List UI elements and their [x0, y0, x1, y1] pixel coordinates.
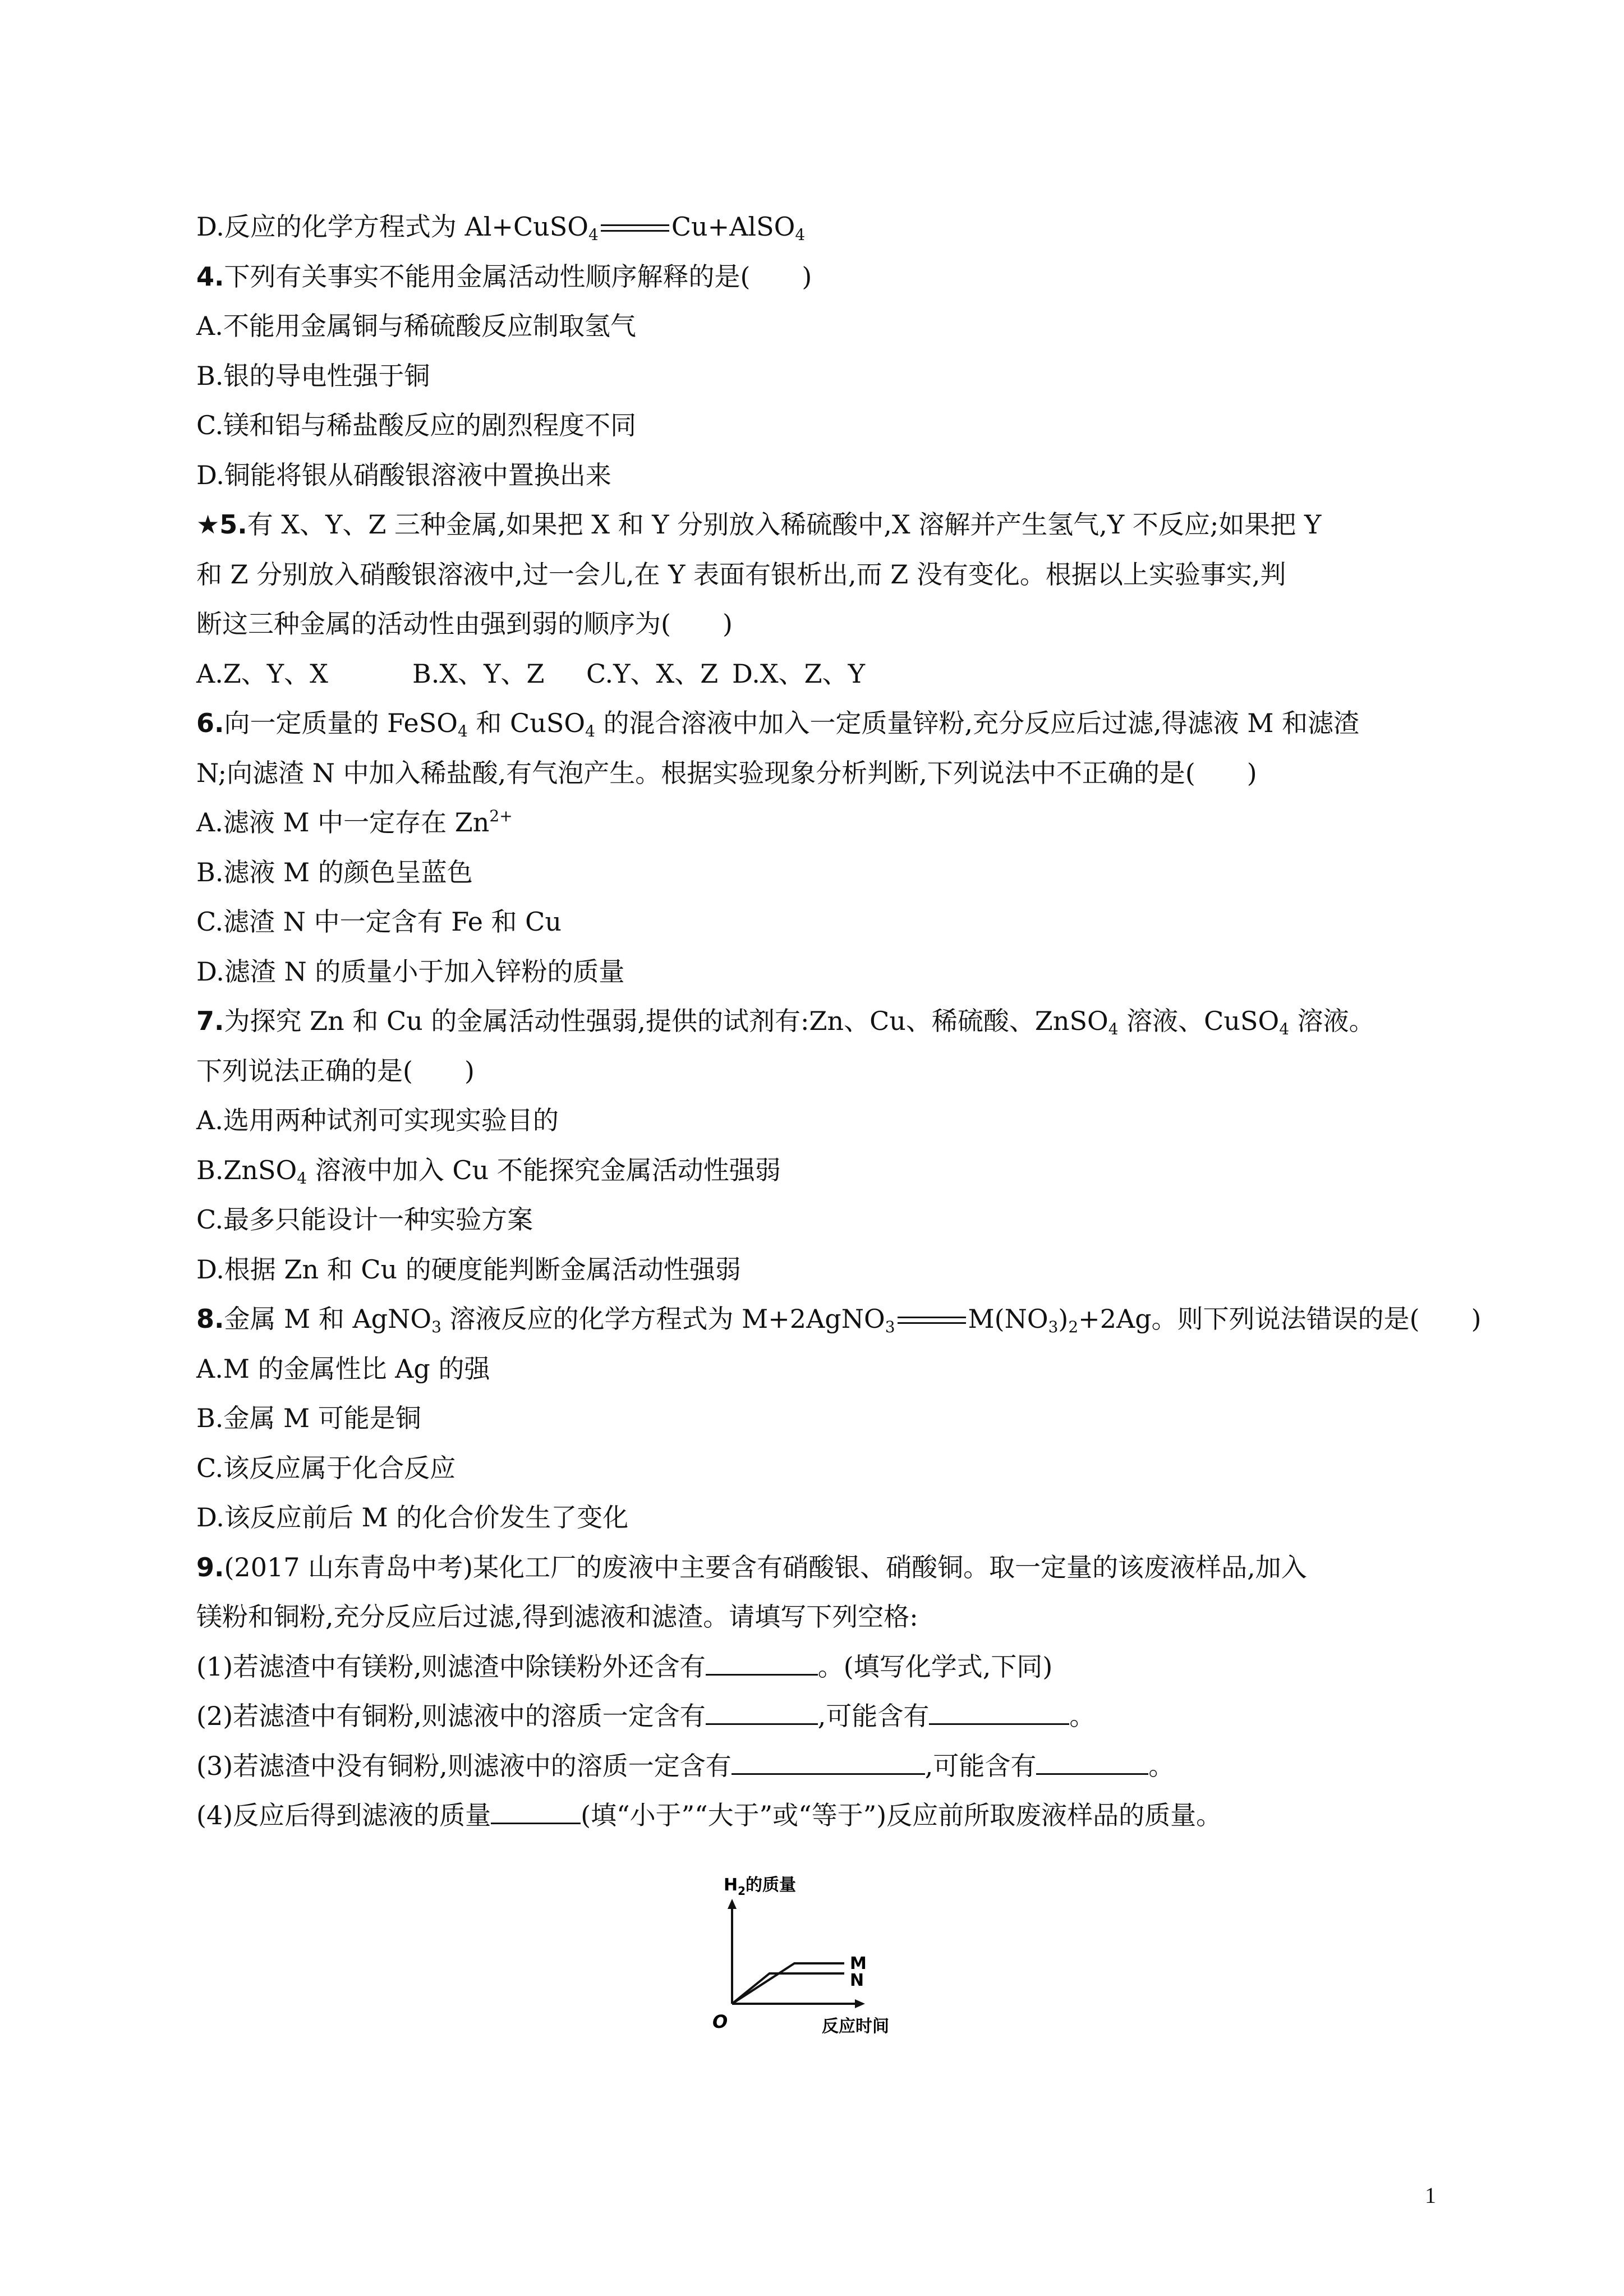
question-number: 8.	[196, 1304, 224, 1334]
x-axis-arrow	[855, 1999, 865, 2008]
document-body	[196, 202, 1482, 1841]
series-layer	[732, 1963, 844, 2004]
y-axis-arrow	[728, 1899, 737, 1909]
series-label-m: M	[850, 1954, 867, 1973]
q8-option-a: A.M 的金属性比 Ag 的强	[196, 1353, 490, 1384]
q8-option-c: C.该反应属于化合反应	[196, 1452, 456, 1483]
q6-option-a: A.滤液 M 中一定存在 $Zn^{2+}$	[196, 807, 513, 838]
q7-stem-line-1: 7.为探究 Zn 和 Cu 的金属活动性强弱,提供的试剂有:Zn、Cu、稀硫酸、ZnSO$_4$ 溶液、CuSO$_4$ 溶液。	[196, 1006, 1375, 1038]
hydrogen-mass-graph	[712, 1874, 937, 2036]
answer-blank[interactable]	[1036, 1749, 1148, 1775]
series-line-m	[732, 1963, 844, 2004]
q9-part-4: (4)反应后得到滤液的质量 (填“小于”“大于”或“等于”)反应前所取废液样品的质量。	[196, 1791, 1442, 1841]
q5-options	[196, 649, 1442, 699]
q9-stem-line-1: 9.(2017 山东青岛中考)某化工厂的废液中主要含有硝酸银、硝酸铜。取一定量的该废液样品,加入	[196, 1552, 1307, 1582]
q5-stem-line-1: ★5.有 X、Y、Z 三种金属,如果把 X 和 Y 分别放入稀硫酸中,X 溶解并产生氢气,Y 不反应;如果把 Y	[196, 509, 1322, 540]
q6-option-b: B.滤液 M 的颜色呈蓝色	[196, 857, 473, 887]
q6-option-d: D.滤渣 N 的质量小于加入锌粉的质量	[196, 956, 625, 987]
series-line-n	[732, 1973, 844, 2004]
q9-part-3: (3)若滤渣中没有铜粉,则滤液中的溶质一定含有 ,可能含有 。	[196, 1741, 1442, 1791]
answer-blank[interactable]	[491, 1798, 581, 1824]
q7-option-d: D.根据 Zn 和 Cu 的硬度能判断金属活动性强弱	[196, 1254, 741, 1285]
q4-option-a: A.不能用金属铜与稀硫酸反应制取氢气	[196, 311, 636, 341]
q5-option-d: D.X、Z、Y	[732, 658, 865, 689]
q5-option-c: C.Y、X、Z	[586, 658, 719, 689]
q9-stem-line-2: 镁粉和铜粉,充分反应后过滤,得到滤液和滤渣。请填写下列空格:	[196, 1602, 918, 1632]
q6-stem-line-1: 6.向一定质量的 FeSO$_4$ 和 CuSO$_4$ 的混合溶液中加入一定质量锌粉,充分反应后过滤,得滤液 M 和滤渣	[196, 708, 1360, 740]
page-number: 1	[1425, 2183, 1436, 2208]
q7-option-a: A.选用两种试剂可实现实验目的	[196, 1105, 559, 1135]
q8-option-d: D.该反应前后 M 的化合价发生了变化	[196, 1502, 629, 1533]
q5-stem-line-2: 和 Z 分别放入硝酸银溶液中,过一会儿,在 Y 表面有银析出,而 Z 没有变化。根据以上实验事实,判	[196, 559, 1286, 590]
q5-option-b: B.X、Y、Z	[412, 658, 545, 689]
q5-option-a: A.Z、Y、X	[196, 658, 328, 689]
q3-option-d: D.反应的化学方程式为 Al+CuSO$_4$ Cu+AlSO$_4$	[196, 211, 806, 244]
q8-stem: 8.金属 M 和 AgNO$_3$ 溶液反应的化学方程式为 M+2AgNO$_3$ $M(NO_3)_2+2Ag$。则下列说法错误的是( )	[196, 1304, 1482, 1336]
q7-option-b: B.ZnSO$_4$ 溶液中加入 Cu 不能探究金属活动性强弱	[196, 1154, 781, 1188]
q4-stem: 4.下列有关事实不能用金属活动性顺序解释的是( )	[196, 261, 812, 292]
y-axis-label: $H_2$的质量	[724, 1875, 797, 1898]
origin-label: O	[712, 2011, 728, 2032]
q7-option-c: C.最多只能设计一种实验方案	[196, 1204, 533, 1235]
q9-part-2: (2)若滤渣中有铜粉,则滤液中的溶质一定含有 ,可能含有 。	[196, 1691, 1442, 1741]
x-axis-label: 反应时间	[822, 2017, 889, 2036]
answer-blank[interactable]	[929, 1699, 1069, 1725]
reaction-equals-sign	[599, 223, 671, 234]
q5-stem-line-3: 断这三种金属的活动性由强到弱的顺序为( )	[196, 609, 733, 639]
q6-stem-line-2: N;向滤渣 N 中加入稀盐酸,有气泡产生。根据实验现象分析判断,下列说法中不正确的是( )	[196, 757, 1257, 788]
reaction-equals-sign	[895, 1315, 968, 1327]
q4-option-d: D.铜能将银从硝酸银溶液中置换出来	[196, 459, 611, 490]
question-number: 7.	[196, 1006, 224, 1036]
answer-blank[interactable]	[706, 1649, 818, 1676]
q4-option-c: C.镁和铝与稀盐酸反应的剧烈程度不同	[196, 410, 637, 440]
q6-option-c: C.滤渣 N 中一定含有 Fe 和 Cu	[196, 907, 562, 937]
q8-option-b: B.金属 M 可能是铜	[196, 1403, 421, 1433]
question-number: 9.	[196, 1552, 224, 1582]
graph-svg	[712, 1874, 937, 2036]
series-label-n: N	[850, 1971, 864, 1990]
question-number: 4.	[196, 261, 224, 292]
q9-part-1: (1)若滤渣中有镁粉,则滤渣中除镁粉外还含有 。(填写化学式,下同)	[196, 1642, 1442, 1692]
q4-option-b: B.银的导电性强于铜	[196, 360, 430, 391]
answer-blank[interactable]	[732, 1749, 925, 1775]
q7-stem-line-2: 下列说法正确的是( )	[196, 1055, 475, 1086]
answer-blank[interactable]	[706, 1699, 818, 1725]
question-number: 6.	[196, 708, 224, 738]
question-number: ★5.	[196, 509, 247, 540]
